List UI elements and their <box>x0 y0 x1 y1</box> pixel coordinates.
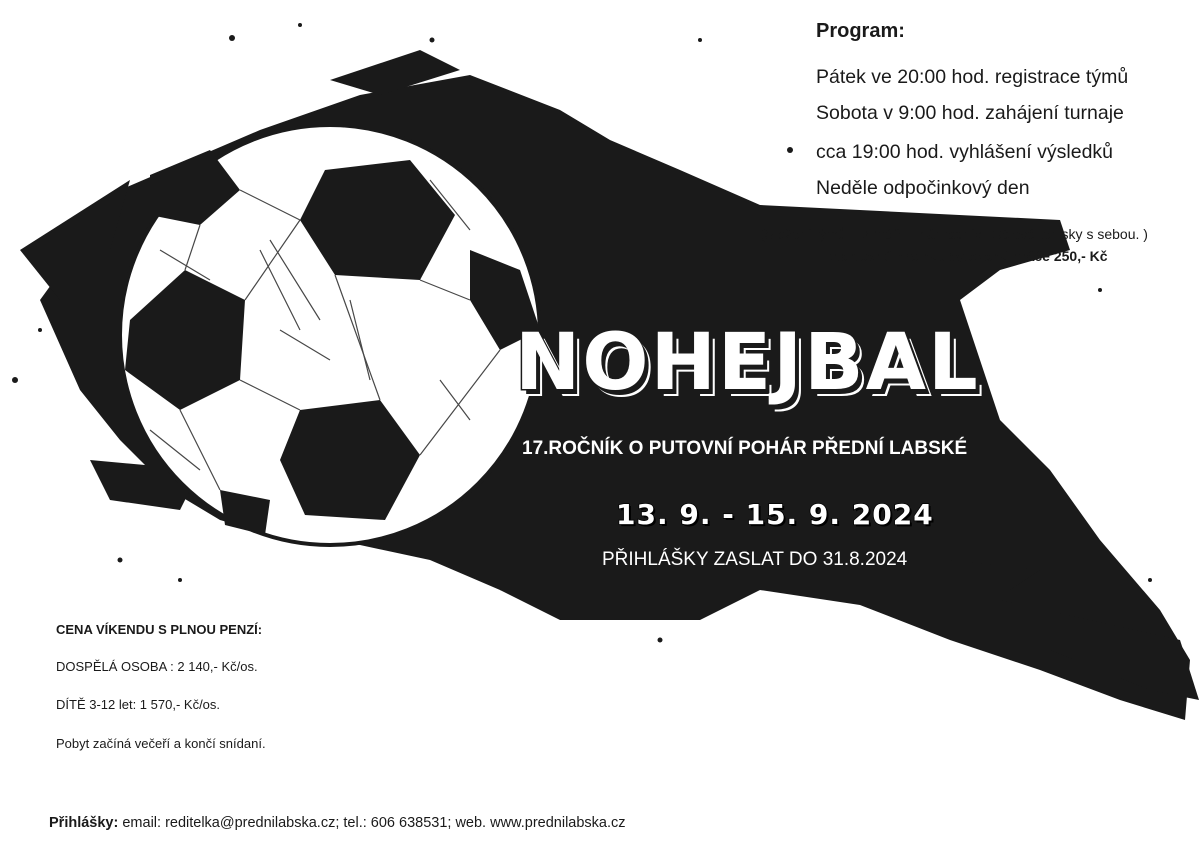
price-child: DÍTĚ 3-12 let: 1 570,- Kč/os. <box>56 697 221 712</box>
contact-details: email: reditelka@prednilabska.cz; tel.: 606 638531; web. www.prednilabska.cz <box>118 815 626 831</box>
program-item-sunday: Neděle odpočinkový den <box>816 177 1030 199</box>
program-item-saturday: Sobota v 9:00 hod. zahájení turnaje <box>816 102 1124 124</box>
event-dates: 13. 9. - 15. 9. 2024 <box>616 498 934 531</box>
program-title: Program: <box>816 20 905 42</box>
registration-deadline: PŘIHLÁŠKY ZASLAT DO 31.8.2024 <box>602 549 908 570</box>
pricing-title: CENA VÍKENDU S PLNOU PENZÍ: <box>56 622 263 637</box>
edition-subtitle: 17.ROČNÍK O PUTOVNÍ POHÁR PŘEDNÍ LABSKÉ <box>522 438 968 459</box>
contact-line <box>49 815 626 831</box>
team-composition-note: (Složení týmů – 3 hráči + náhradníci. Sálové tenisky s sebou. ) <box>760 226 1148 242</box>
price-adult: DOSPĚLÁ OSOBA : 2 140,- Kč/os. <box>56 659 258 674</box>
entry-fee: startovné pro neubytované hráče 250,- Kč <box>829 248 1108 264</box>
contact-label: Přihlášky: <box>49 815 119 831</box>
program-item-awards: cca 19:00 hod. vyhlášení výsledků <box>816 141 1114 163</box>
event-headline: NOHEJBAL <box>515 318 980 408</box>
soccer-ball-illustration <box>120 125 540 545</box>
program-item-friday: Pátek ve 20:00 hod. registrace týmů <box>816 66 1129 88</box>
stay-note: Pobyt začíná večeří a končí snídaní. <box>56 736 266 751</box>
